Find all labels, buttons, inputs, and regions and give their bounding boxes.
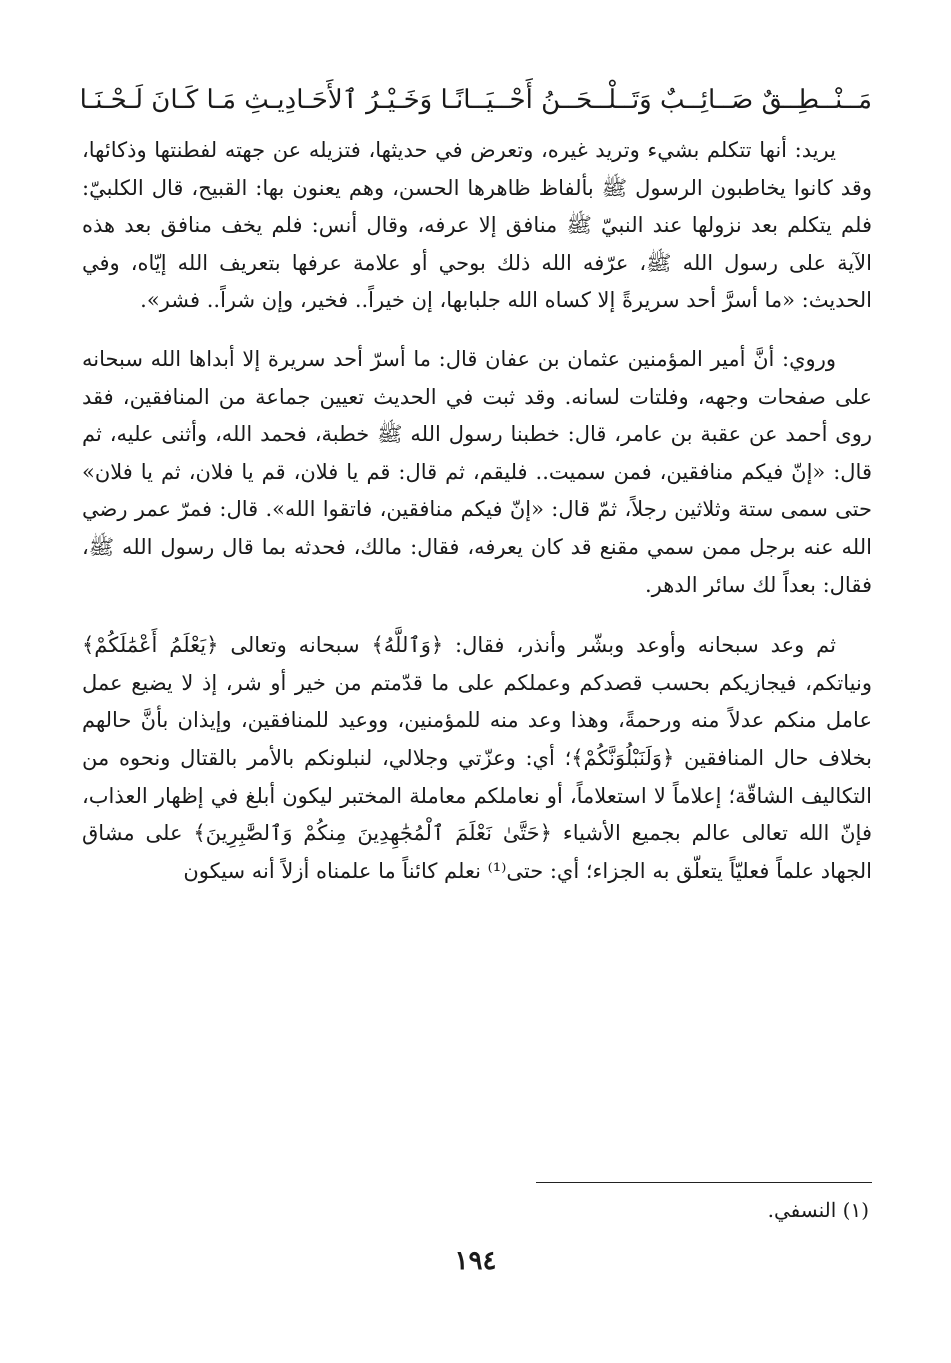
paragraph-2: وروي: أنَّ أمير المؤمنين عثمان بن عفان قال: ما أسرّ أحد سريرة إلا أبداها الله سبحانه على صفحات وجهه، وفلتات لسانه. وقد ثبت في الحديث تعيين جماعة من المنافقين، فقد روى أحمد عن عقبة بن عامر، قال: خطبنا رسول الله ﷺ خطبة، فحمد الله، وأثنى عليه، ثم قال: «إنّ فيكم منافقين، فمن سميت.. فليقم، ثم قال: قم يا فلان، قم يا فلان، ثم يا فلان» حتى سمى ستة وثلاثين رجلاً، ثمّ قال: «إنّ فيكم منافقين، فاتقوا الله». قال: فمرّ عمر رضي الله عنه برجل ممن سمي مقنع قد كان يعرفه، فقال: مالك، فحدثه بما قال رسول الله ﷺ، فقال: بعداً لك سائر الدهر. xyxy=(82,346,872,597)
poetry-verse xyxy=(79,70,872,132)
footnote: (١) النسفي. xyxy=(767,1198,869,1222)
footnote-divider xyxy=(536,1182,872,1183)
page-number: ١٩٤ xyxy=(454,1246,497,1276)
page-body xyxy=(79,70,872,890)
paragraph-3: ثم وعد سبحانه وأوعد وبشّر وأنذر، فقال: ﴿وَٱللَّهُ﴾ سبحانه وتعالى ﴿يَعْلَمُ أَعْمَٰلَكُمْ﴾ ونياتكم، فيجازيكم بحسب قصدكم وعملكم على ما قدّمتم من خير أو شر، إذ لا يضيع عمل عامل منكم عدلاً منه ورحمةً، وهذا وعد منه للمؤمنين، ووعيد للمنافقين، وإيذان بأنَّ حالهم بخلاف حال المنافقين ﴿وَلَنَبْلُوَنَّكُمْ﴾؛ أي: وعزّتي وجلالي، لنبلونكم بالأمر بالقتال ونحوه من التكاليف الشاقّة؛ إعلاماً لا استعلاماً، أو نعاملكم معاملة المختبر ليكون أبلغ في إظهار العذاب، فإنّ الله تعالى عالم بجميع الأشياء ﴿حَتَّىٰ نَعْلَمَ ٱلْمُجَٰهِدِينَ مِنكُمْ وَٱلصَّٰبِرِينَ﴾ على مشاق الجهاد علماً فعليّاً يتعلّق به الجزاء؛ أي: حتى⁽¹⁾ نعلم كائناً ما علمناه أزلاً أنه سيكون xyxy=(82,633,872,883)
verse-right-hemistich: مَــنْــطِــقٌ صَــائِــبٌ وَتَــلْــحَــنُ أَحْــيَــا xyxy=(463,85,872,115)
verse-left-hemistich: نًـا وَخَـيْـرُ ٱلأَحَـادِيـثِ مَـا كَـانَ لَـحْـنَـا xyxy=(79,85,464,115)
paragraph-1: يريد: أنها تتكلم بشيء وتريد غيره، وتعرض في حديثها، فتزيله عن جهته لفطنتها وذكائها، وقد كانوا يخاطبون الرسول ﷺ بألفاظ ظاهرها الحسن، وهم يعنون بها: القبيح، قال الكلبيّ: فلم يتكلم بعد نزولها عند النبيّ ﷺ منافق إلا عرفه، وقال أنس: فلم يخف منافق بعد هذه الآية على رسول الله ﷺ، عرّفه الله ذلك بوحي أو علامة عرفها بتعريف الله إيّاه، وفي الحديث: «ما أسرَّ أحد سريرةً إلا كساه الله جلبابها، إن خيراً.. فخير، وإن شراً.. فشر». xyxy=(82,138,872,313)
